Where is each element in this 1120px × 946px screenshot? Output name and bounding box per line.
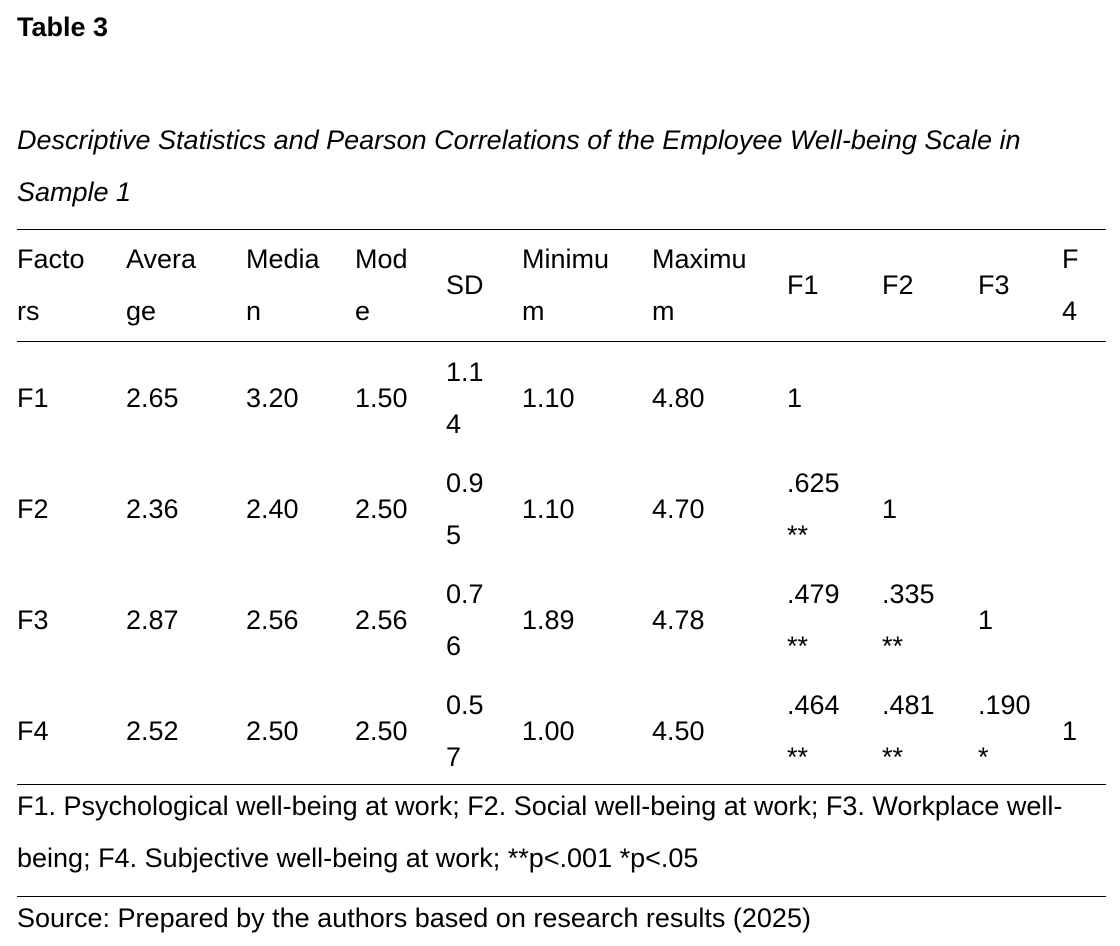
table-cell: 1.00 xyxy=(522,716,575,746)
table-cell xyxy=(1062,455,1108,563)
table-cell: 2.36 xyxy=(126,494,179,524)
table-cell: 4.50 xyxy=(652,716,705,746)
table-cell: 2.65 xyxy=(126,383,179,413)
table-cell: 2.50 xyxy=(355,494,408,524)
header-bottom-rule xyxy=(17,341,1106,342)
header-cell: SD xyxy=(446,270,484,300)
table-cell: F1 xyxy=(17,383,49,413)
table-cell: 1.89 xyxy=(522,605,575,635)
header-cell: Maximu m xyxy=(652,244,747,326)
table-note: F1. Psychological well-being at work; F2. Social well-being at work; F3. Workplace well-being; F4. Subjective well-being at work; **p<.001 *p<.05 xyxy=(17,791,1063,873)
table-cell xyxy=(1062,566,1108,674)
header-cell: F3 xyxy=(978,270,1010,300)
table-cell: .464 ** xyxy=(787,690,840,772)
table-cell: 2.52 xyxy=(126,716,179,746)
table-cell: 1.50 xyxy=(355,383,408,413)
table-cell: .479 ** xyxy=(787,579,840,661)
table-cell: 1 xyxy=(882,494,898,524)
table-cell: 4.78 xyxy=(652,605,705,635)
header-cell: F 4 xyxy=(1062,244,1079,326)
table-cell: 0.5 7 xyxy=(446,690,484,772)
table-caption: Descriptive Statistics and Pearson Correlations of the Employee Well-being Scale in Sample 1 xyxy=(17,125,1021,207)
header-cell: F1 xyxy=(787,270,819,300)
table-source: Source: Prepared by the authors based on research results (2025) xyxy=(17,903,811,933)
table-cell xyxy=(978,455,1061,563)
table-cell: 2.50 xyxy=(246,716,299,746)
table-cell xyxy=(882,344,977,452)
table-cell: .335 ** xyxy=(882,579,935,661)
header-cell: Facto rs xyxy=(17,244,85,326)
table-cell: 2.50 xyxy=(355,716,408,746)
table-cell: 1.10 xyxy=(522,494,575,524)
table-cell: .481 ** xyxy=(882,690,935,772)
table-cell: 4.70 xyxy=(652,494,705,524)
header-cell: Avera ge xyxy=(126,244,197,326)
table-cell: 2.56 xyxy=(355,605,408,635)
table-cell: .190 * xyxy=(978,690,1031,772)
table-cell: .625 ** xyxy=(787,468,840,550)
table-cell: 1.1 4 xyxy=(446,357,484,439)
table-cell: F3 xyxy=(17,605,49,635)
table-cell: 4.80 xyxy=(652,383,705,413)
table-cell: 1 xyxy=(787,383,803,413)
header-cell: Media n xyxy=(246,244,320,326)
table-cell: 1.10 xyxy=(522,383,575,413)
table-cell: 1 xyxy=(1062,716,1078,746)
table-label: Table 3 xyxy=(17,12,109,42)
table-cell xyxy=(1062,344,1108,452)
table-cell: 0.7 6 xyxy=(446,579,484,661)
table-cell: 1 xyxy=(978,605,994,635)
header-cell: F2 xyxy=(882,270,914,300)
table-top-rule xyxy=(17,229,1106,230)
table-cell: 3.20 xyxy=(246,383,299,413)
table-cell: 2.40 xyxy=(246,494,299,524)
table-cell: 2.56 xyxy=(246,605,299,635)
header-cell: Mod e xyxy=(355,244,408,326)
table-cell: F2 xyxy=(17,494,49,524)
header-cell: Minimu m xyxy=(522,244,610,326)
table-cell: 2.87 xyxy=(126,605,179,635)
table-cell xyxy=(978,344,1061,452)
table-cell: F4 xyxy=(17,716,49,746)
table-cell: 0.9 5 xyxy=(446,468,484,550)
